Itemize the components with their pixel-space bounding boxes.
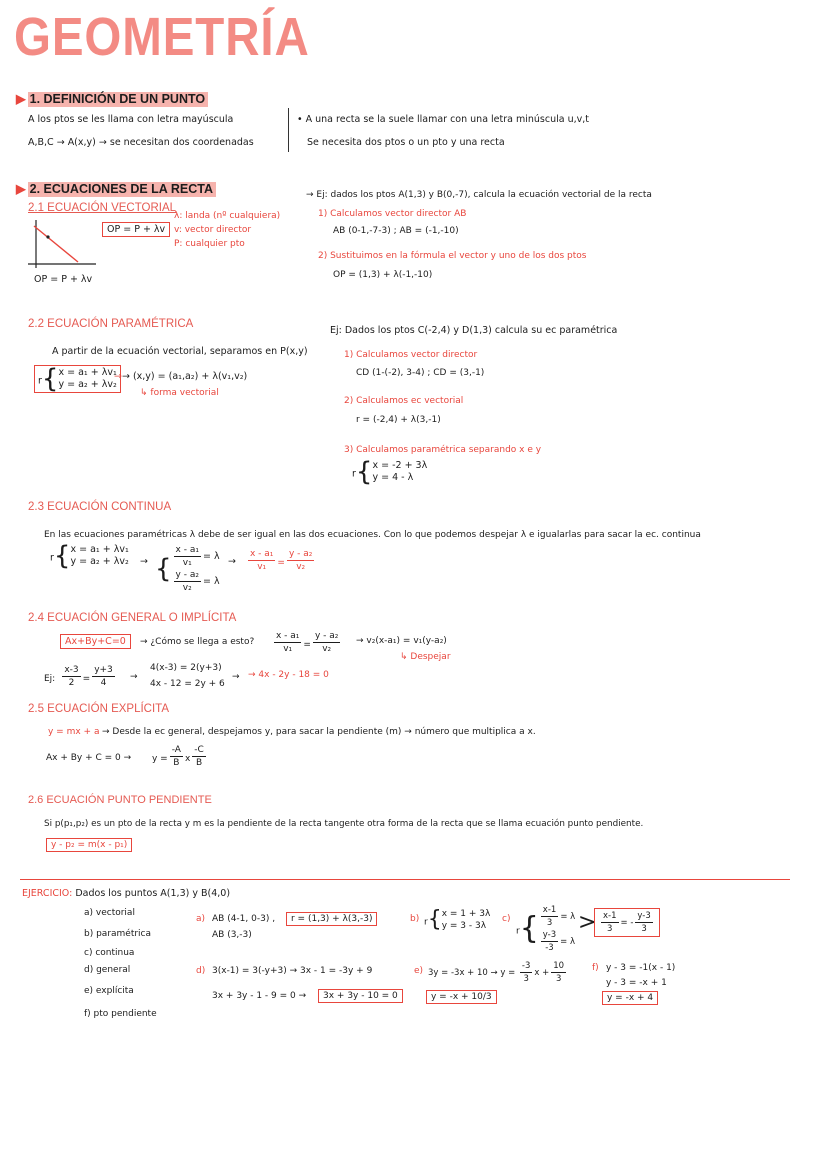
exercise-divider <box>20 879 790 880</box>
answer-c-arrow: > <box>578 910 597 935</box>
answer-c-box: $\frac{x-1}{3}$ = - $\frac{y-3}{3}$ <box>594 908 660 937</box>
vectorial-graph-label: OP = P + λv <box>34 274 93 285</box>
exp-fc-n: -C <box>194 745 204 755</box>
c-f2n: y-3 <box>542 930 557 940</box>
gen-ex-f2d: 4 <box>100 678 107 688</box>
general-example-result: → 4x - 2y - 18 = 0 <box>248 670 329 680</box>
exercise-item: a) vectorial <box>84 908 135 918</box>
cont-f2d: v₂ <box>182 583 192 593</box>
cont-f1n: x - a₁ <box>175 545 199 555</box>
answer-b-label: b) <box>410 914 420 924</box>
par-step-1-calc: CD (1-(-2), 3-4) ; CD = (3,-1) <box>356 368 485 378</box>
vectorial-legend-2: v: vector director <box>174 225 252 235</box>
section-2-heading: ▶ 2. ECUACIONES DE LA RECTA <box>16 181 216 196</box>
c-f1n: x-1 <box>542 905 557 915</box>
exp-x: x <box>184 754 191 764</box>
vectorial-step-1-calc: AB (0-1,-7-3) ; AB = (-1,-10) <box>333 226 459 236</box>
answer-f-box: y = -x + 4 <box>602 991 658 1005</box>
continua-arrow-1: → <box>140 556 148 567</box>
general-example-arrow-2: → <box>232 672 240 682</box>
exercise-item: e) explícita <box>84 986 134 996</box>
c-box-right-n: y-3 <box>637 911 651 921</box>
gen-ej-label: Ej: <box>44 674 56 684</box>
s1-right-line-1: • A una recta se la suele llamar con una letra minúscula u,v,t <box>297 114 590 125</box>
parametrica-eq: →→ (x,y) = (a₁,a₂) + λ(v₁,v₂) <box>114 371 248 382</box>
general-formula: Ax+By+C=0 <box>60 634 131 649</box>
gen-ex-f1n: x-3 <box>64 665 79 675</box>
exp-fa-n: -A <box>171 745 181 755</box>
exercise-item: c) continua <box>84 948 135 958</box>
answer-e-box: y = -x + 10/3 <box>426 990 497 1004</box>
punto-pendiente-heading: 2.6 ECUACIÓN PUNTO PENDIENTE <box>28 794 212 806</box>
gen-f2d: v₂ <box>322 644 332 654</box>
explicita-text: → Desde la ec general, despejamos y, para sacar la pendiente (m) → número que multiplica a x. <box>102 727 536 737</box>
general-note: ↳ Despejar <box>400 652 451 662</box>
cont-sys-1: x = a₁ + λv₁ <box>70 544 129 555</box>
answer-b-2: y = 3 - 3λ <box>441 921 487 931</box>
general-result: → v₂(x-a₁) = v₁(y-a₂) <box>356 636 447 646</box>
general-example-step-1: 4(x-3) = 2(y+3) <box>150 663 222 673</box>
par-res-1: x = -2 + 3λ <box>372 460 428 471</box>
gen-f2n: y - a₂ <box>314 631 339 641</box>
par-step-1: 1) Calculamos vector director <box>344 350 478 360</box>
c-f2d: -3 <box>545 943 554 953</box>
general-example-arrow: → <box>130 672 138 682</box>
c-box-left-n: x-1 <box>603 911 617 921</box>
continua-result <box>246 548 316 573</box>
exercise-item: f) pto pendiente <box>84 1009 157 1019</box>
explicita-heading: 2.5 ECUACIÓN EXPLÍCITA <box>28 703 170 715</box>
par-res-2: y = 4 - λ <box>372 472 414 483</box>
gen-ex-f1d: 2 <box>68 678 75 688</box>
gen-ex-f2n: y+3 <box>94 665 113 675</box>
explicita-formula: y = mx + a <box>48 727 100 737</box>
cont-eq-lambda-1: = λ <box>202 551 220 562</box>
continua-heading: 2.3 ECUACIÓN CONTINUA <box>28 501 172 513</box>
s1-left-line-1: A los ptos se les llama con letra mayúscula <box>28 114 234 125</box>
gen-eq: = <box>303 640 311 650</box>
answer-d-box: 3x + 3y - 10 = 0 <box>318 989 403 1003</box>
general-heading: 2.4 ECUACIÓN GENERAL O IMPLÍCITA <box>28 612 237 624</box>
punto-pendiente-formula: y - p₂ = m(x - p₁) <box>46 838 132 852</box>
par-sys-1: x = a₁ + λv₁ <box>58 367 117 378</box>
gen-f1d: v₁ <box>283 644 293 654</box>
vectorial-example: → Ej: dados los ptos A(1,3) y B(0,-7), calcula la ecuación vectorial de la recta <box>306 190 652 200</box>
cont-f2n: y - a₂ <box>175 570 199 580</box>
par-step-2: 2) Calculamos ec vectorial <box>344 396 464 406</box>
exercise-label: EJERCICIO: <box>22 888 73 899</box>
answer-c-label: c) <box>502 914 511 924</box>
par-step-3: 3) Calculamos paramétrica separando x e y <box>344 445 542 455</box>
exercise-statement: Dados los puntos A(1,3) y B(4,0) <box>75 888 231 899</box>
continua-system: r{ x = a₁ + λv₁ y = a₂ + λv₂ <box>50 541 129 571</box>
answer-f-line-2: y - 3 = -x + 1 <box>606 978 667 988</box>
answer-a-box: r = (1,3) + λ(3,-3) <box>286 912 377 926</box>
parametrica-intro: A partir de la ecuación vectorial, separamos en P(x,y) <box>52 346 308 357</box>
vectorial-step-2-result: OP = (1,3) + λ(-1,-10) <box>333 270 433 280</box>
answer-d-line-2: 3x + 3y - 1 - 9 = 0 → <box>212 991 307 1001</box>
exp-fc-d: B <box>195 758 203 768</box>
answer-f-label: f) <box>592 963 599 973</box>
continua-fractions: { $\frac{\text{x - a₁}}{\text{v₁}}$ = λ $\frac{\text{y - a₂}}{\text{v₂}}$ = λ <box>155 545 220 593</box>
vectorial-legend-1: λ: landa (nº cualquiera) <box>174 211 281 221</box>
exercise-item: d) general <box>84 965 131 975</box>
page-title: GEOMETRÍA <box>14 7 310 67</box>
answer-c-system: r{ $\frac{x-1}{3}$ = λ $\frac{y-3}{-3}$ = λ <box>516 905 576 953</box>
exercise-header <box>22 888 230 899</box>
vectorial-step-2: 2) Sustituimos en la fórmula el vector y uno de los dos ptos <box>318 251 587 261</box>
cont-eq-lambda-2: = λ <box>202 576 220 587</box>
vectorial-step-1: 1) Calculamos vector director AB <box>318 209 467 219</box>
s1-left-line-2: A,B,C → A(x,y) → se necesitan dos coordenadas <box>28 137 254 148</box>
answer-a-line-2: AB (3,-3) <box>212 930 252 940</box>
continua-arrow-2: → <box>228 556 236 567</box>
cont-res-f2n: y - a₂ <box>288 549 313 559</box>
answer-d-line-1: 3(x-1) = 3(-y+3) → 3x - 1 = -3y + 9 <box>212 966 373 976</box>
general-derivation <box>272 630 342 655</box>
c-box-right-d: 3 <box>641 924 647 934</box>
answer-e-text: 3y = -3x + 10 → y = <box>428 968 516 978</box>
cont-res-f1n: x - a₁ <box>250 549 274 559</box>
cont-f1d: v₁ <box>182 558 192 568</box>
vectorial-graph <box>28 220 98 272</box>
par-sys-2: y = a₂ + λv₂ <box>58 379 117 390</box>
c-box-left-d: 3 <box>607 924 613 934</box>
parametrica-system-box: r{ x = a₁ + λv₁ y = a₂ + λv₂ <box>34 365 121 393</box>
cont-res-f1d: v₁ <box>257 562 267 572</box>
r-label: r <box>38 375 42 387</box>
answer-f-line-1: y - 3 = -1(x - 1) <box>606 963 676 973</box>
exercise-item: b) paramétrica <box>84 929 152 939</box>
parametrica-note: ↳ forma vectorial <box>140 388 219 398</box>
parametrica-heading: 2.2 ECUACIÓN PARAMÉTRICA <box>28 318 194 330</box>
cont-res-eq: = <box>277 558 285 568</box>
par-step-2-calc: r = (-2,4) + λ(3,-1) <box>356 415 441 425</box>
exp-fa-d: B <box>173 758 180 768</box>
par-step-3-result: r{ x = -2 + 3λ y = 4 - λ <box>352 457 428 487</box>
par-eq-text: → (x,y) = (a₁,a₂) + λ(v₁,v₂) <box>121 371 248 382</box>
s1-right-line-2: Se necesita dos ptos o un pto y una recta <box>307 137 505 148</box>
explicita-result <box>152 744 208 769</box>
general-question: → ¿Cómo se llega a esto? <box>140 637 255 647</box>
continua-intro: En las ecuaciones paramétricas λ debe de ser igual en las dos ecuaciones. Con lo que podemos despejar λ e igualarlas para sacar la ec. continua <box>44 530 701 540</box>
answer-d-label: d) <box>196 966 206 976</box>
answer-b-1: x = 1 + 3λ <box>441 909 491 919</box>
vectorial-heading: 2.1 ECUACIÓN VECTORIAL <box>28 202 177 214</box>
cont-res-f2d: v₂ <box>296 562 306 572</box>
answer-e-line-1: 3y = -3x + 10 → y = $\frac{-3}{3}$ x + $\frac{10}{3}$ <box>428 961 565 984</box>
answer-b-system: r{ x = 1 + 3λ y = 3 - 3λ <box>424 907 491 932</box>
answer-e-label: e) <box>414 966 424 976</box>
section-1-heading: ▶ 1. DEFINICIÓN DE UN PUNTO <box>16 91 208 106</box>
punto-pendiente-text: Si p(p₁,p₂) es un pto de la recta y m es la pendiente de la recta tangente otra forma de la recta que se llama ecuación punto pendiente. <box>44 819 644 829</box>
cont-sys-2: y = a₂ + λv₂ <box>70 556 129 567</box>
parametrica-example: Ej: Dados los ptos C(-2,4) y D(1,3) calcula su ec paramétrica <box>330 325 618 336</box>
s1-divider <box>288 108 289 152</box>
c-f1d: 3 <box>546 918 553 928</box>
answer-a-label: a) <box>196 914 206 924</box>
general-example-step-2: 4x - 12 = 2y + 6 <box>150 679 225 689</box>
general-example: Ej: $\frac{x-3}{2}$ = $\frac{y+3}{4}$ <box>44 665 113 688</box>
exp-yeq: y = <box>152 754 168 764</box>
explicita-general: Ax + By + C = 0 → <box>46 753 132 763</box>
vectorial-formula: OP = P + λv <box>102 222 170 237</box>
gen-f1n: x - a₁ <box>276 631 300 641</box>
answer-a-line-1: AB (4-1, 0-3) , <box>212 914 276 924</box>
vectorial-legend-3: P: cualquier pto <box>174 239 245 249</box>
